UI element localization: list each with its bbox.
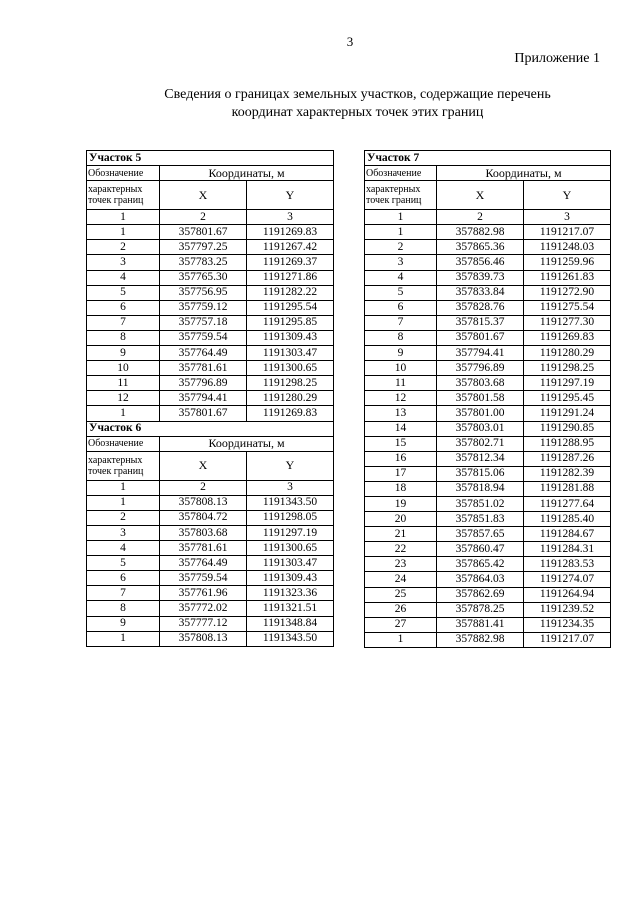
coordinate-y: 1191297.19 <box>524 376 611 391</box>
coordinate-y: 1191295.54 <box>247 300 334 315</box>
header-coordinates: Координаты, м <box>437 166 611 181</box>
header-row <box>87 436 334 451</box>
point-number: 1 <box>87 406 160 421</box>
coordinate-x: 357862.69 <box>437 587 524 602</box>
coordinate-y: 1191298.05 <box>247 510 334 525</box>
coordinate-x: 357804.72 <box>160 510 247 525</box>
table-row <box>87 556 334 571</box>
point-number: 6 <box>365 300 437 315</box>
coordinate-y: 1191277.64 <box>524 496 611 511</box>
coordinate-y: 1191271.86 <box>247 270 334 285</box>
header-y: Y <box>247 181 334 210</box>
coordinate-y: 1191274.07 <box>524 572 611 587</box>
coordinate-y: 1191309.43 <box>247 571 334 586</box>
point-number: 1 <box>365 225 437 240</box>
coordinate-x: 357794.41 <box>437 346 524 361</box>
point-number: 7 <box>87 315 160 330</box>
coordinate-x: 357797.25 <box>160 240 247 255</box>
table-row <box>87 510 334 525</box>
table-row <box>87 330 334 345</box>
header-designation: Обозначение <box>365 166 437 181</box>
coordinate-x: 357857.65 <box>437 527 524 542</box>
point-number: 14 <box>365 421 437 436</box>
coordinate-y: 1191217.07 <box>524 632 611 647</box>
point-number: 2 <box>87 240 160 255</box>
point-number: 6 <box>87 300 160 315</box>
coordinate-y: 1191291.24 <box>524 406 611 421</box>
coordinate-y: 1191217.07 <box>524 225 611 240</box>
column-numbers-row <box>87 480 334 495</box>
coordinate-y: 1191269.83 <box>247 225 334 240</box>
coordinate-y: 1191303.47 <box>247 556 334 571</box>
coordinate-x: 357796.89 <box>160 376 247 391</box>
coordinate-x: 357796.89 <box>437 361 524 376</box>
coordinate-x: 357801.67 <box>160 225 247 240</box>
table-row <box>87 361 334 376</box>
header-designation: Обозначение <box>87 166 160 181</box>
header-designation-line: характерных <box>366 184 421 196</box>
point-number: 27 <box>365 617 437 632</box>
header-designation-cont <box>87 181 160 210</box>
point-number: 2 <box>87 510 160 525</box>
column-numbers-row <box>365 210 611 225</box>
coordinate-x: 357815.37 <box>437 315 524 330</box>
point-number: 12 <box>365 391 437 406</box>
header-row <box>365 166 611 181</box>
coordinate-x: 357815.06 <box>437 466 524 481</box>
coordinate-x: 357759.12 <box>160 300 247 315</box>
point-number: 5 <box>87 556 160 571</box>
table-row <box>87 495 334 510</box>
column-number: 3 <box>247 480 334 495</box>
table-row <box>365 557 611 572</box>
table-row <box>365 255 611 270</box>
coordinate-x: 357759.54 <box>160 571 247 586</box>
coordinate-x: 357764.49 <box>160 346 247 361</box>
coordinate-y: 1191269.83 <box>524 330 611 345</box>
coordinate-y: 1191285.40 <box>524 512 611 527</box>
column-number: 2 <box>437 210 524 225</box>
point-number: 24 <box>365 572 437 587</box>
table-row <box>365 315 611 330</box>
point-number: 10 <box>365 361 437 376</box>
table-row <box>365 361 611 376</box>
coordinate-y: 1191343.50 <box>247 495 334 510</box>
column-numbers-row <box>87 210 334 225</box>
coordinate-y: 1191267.42 <box>247 240 334 255</box>
coordinate-y: 1191272.90 <box>524 285 611 300</box>
coordinate-x: 357833.84 <box>437 285 524 300</box>
coordinate-x: 357803.01 <box>437 421 524 436</box>
header-designation: Обозначение <box>87 436 160 451</box>
point-number: 1 <box>87 495 160 510</box>
point-number: 10 <box>87 361 160 376</box>
coordinate-y: 1191284.31 <box>524 542 611 557</box>
coordinate-y: 1191298.25 <box>247 376 334 391</box>
coordinate-x: 357801.67 <box>437 330 524 345</box>
plot-title: Участок 6 <box>87 421 334 436</box>
header-coordinates: Координаты, м <box>160 436 334 451</box>
coordinate-y: 1191248.03 <box>524 240 611 255</box>
point-number: 9 <box>87 616 160 631</box>
point-number: 16 <box>365 451 437 466</box>
coordinate-x: 357759.54 <box>160 330 247 345</box>
point-number: 21 <box>365 527 437 542</box>
coordinate-x: 357803.68 <box>437 376 524 391</box>
coordinate-y: 1191295.45 <box>524 391 611 406</box>
coordinate-x: 357828.76 <box>437 300 524 315</box>
point-number: 12 <box>87 391 160 406</box>
header-x: X <box>437 181 524 210</box>
point-number: 9 <box>87 346 160 361</box>
column-number: 1 <box>365 210 437 225</box>
coordinate-y: 1191298.25 <box>524 361 611 376</box>
table-row <box>365 406 611 421</box>
table-row <box>365 466 611 481</box>
table-plot-7 <box>364 150 611 648</box>
table-row <box>365 225 611 240</box>
table-row <box>365 436 611 451</box>
table-row <box>365 421 611 436</box>
table-row <box>365 330 611 345</box>
plot-title: Участок 5 <box>87 151 334 166</box>
table-row <box>87 586 334 601</box>
column-number: 1 <box>87 210 160 225</box>
table-row <box>365 240 611 255</box>
coordinate-y: 1191269.37 <box>247 255 334 270</box>
coordinate-x: 357882.98 <box>437 225 524 240</box>
point-number: 11 <box>365 376 437 391</box>
table-row <box>87 270 334 285</box>
table-row <box>365 391 611 406</box>
coordinate-x: 357856.46 <box>437 255 524 270</box>
coordinate-x: 357781.61 <box>160 541 247 556</box>
coordinate-y: 1191281.88 <box>524 481 611 496</box>
coordinate-y: 1191343.50 <box>247 631 334 646</box>
table-row <box>365 451 611 466</box>
point-number: 13 <box>365 406 437 421</box>
point-number: 6 <box>87 571 160 586</box>
table-row <box>365 270 611 285</box>
coordinate-x: 357803.68 <box>160 525 247 540</box>
point-number: 1 <box>87 225 160 240</box>
coordinate-x: 357865.42 <box>437 557 524 572</box>
section-row <box>365 151 611 166</box>
point-number: 5 <box>365 285 437 300</box>
point-number: 11 <box>87 376 160 391</box>
point-number: 17 <box>365 466 437 481</box>
point-number: 8 <box>87 330 160 345</box>
coordinate-x: 357864.03 <box>437 572 524 587</box>
table-row <box>87 601 334 616</box>
header-x: X <box>160 181 247 210</box>
coordinate-y: 1191287.26 <box>524 451 611 466</box>
point-number: 4 <box>87 270 160 285</box>
point-number: 7 <box>87 586 160 601</box>
table-row <box>365 285 611 300</box>
table-row <box>87 240 334 255</box>
table-row <box>365 587 611 602</box>
coordinate-x: 357808.13 <box>160 631 247 646</box>
point-number: 9 <box>365 346 437 361</box>
coordinate-y: 1191280.29 <box>524 346 611 361</box>
header-y: Y <box>524 181 611 210</box>
table-row <box>365 572 611 587</box>
coordinate-y: 1191259.96 <box>524 255 611 270</box>
column-number: 3 <box>524 210 611 225</box>
section-row <box>87 421 334 436</box>
table-row <box>365 527 611 542</box>
coordinate-x: 357802.71 <box>437 436 524 451</box>
coordinate-y: 1191348.84 <box>247 616 334 631</box>
column-number: 2 <box>160 210 247 225</box>
point-number: 1 <box>87 631 160 646</box>
coordinate-y: 1191290.85 <box>524 421 611 436</box>
coordinate-x: 357808.13 <box>160 495 247 510</box>
table-row <box>87 300 334 315</box>
point-number: 15 <box>365 436 437 451</box>
header-row <box>87 451 334 480</box>
coordinate-y: 1191309.43 <box>247 330 334 345</box>
table-row <box>365 346 611 361</box>
table-row <box>365 496 611 511</box>
header-designation-line: характерных <box>88 184 143 196</box>
column-number: 3 <box>247 210 334 225</box>
table-row <box>365 542 611 557</box>
header-x: X <box>160 451 247 480</box>
table-row <box>87 225 334 240</box>
table-row <box>87 525 334 540</box>
coordinate-x: 357865.36 <box>437 240 524 255</box>
coordinate-x: 357839.73 <box>437 270 524 285</box>
point-number: 4 <box>365 270 437 285</box>
point-number: 2 <box>365 240 437 255</box>
table-row <box>87 315 334 330</box>
coordinate-x: 357818.94 <box>437 481 524 496</box>
point-number: 7 <box>365 315 437 330</box>
point-number: 3 <box>365 255 437 270</box>
coordinate-y: 1191283.53 <box>524 557 611 572</box>
coordinate-x: 357882.98 <box>437 632 524 647</box>
point-number: 18 <box>365 481 437 496</box>
coordinate-x: 357878.25 <box>437 602 524 617</box>
coordinate-x: 357772.02 <box>160 601 247 616</box>
coordinate-x: 357756.95 <box>160 285 247 300</box>
coordinate-x: 357801.67 <box>160 406 247 421</box>
point-number: 8 <box>87 601 160 616</box>
coordinate-x: 357801.00 <box>437 406 524 421</box>
table-row <box>365 632 611 647</box>
coordinate-y: 1191321.51 <box>247 601 334 616</box>
document-title <box>0 86 640 122</box>
page-number: 3 <box>346 34 354 49</box>
header-row <box>87 166 334 181</box>
table-row <box>365 617 611 632</box>
title-line-1: Сведения о границах земельных участков, содержащие перечень <box>164 87 551 102</box>
point-number: 26 <box>365 602 437 617</box>
point-number: 25 <box>365 587 437 602</box>
header-row <box>365 181 611 210</box>
coordinate-x: 357851.02 <box>437 496 524 511</box>
coordinate-x: 357783.25 <box>160 255 247 270</box>
coordinate-y: 1191282.22 <box>247 285 334 300</box>
column-number: 1 <box>87 480 160 495</box>
point-number: 8 <box>365 330 437 345</box>
coordinate-y: 1191288.95 <box>524 436 611 451</box>
table-row <box>87 391 334 406</box>
header-designation-line: точек границ <box>88 465 144 477</box>
table-row <box>87 406 334 421</box>
point-number: 1 <box>365 632 437 647</box>
table-row <box>87 285 334 300</box>
coordinate-y: 1191239.52 <box>524 602 611 617</box>
point-number: 4 <box>87 541 160 556</box>
table-row <box>365 300 611 315</box>
coordinate-x: 357801.58 <box>437 391 524 406</box>
point-number: 3 <box>87 255 160 270</box>
coordinate-x: 357881.41 <box>437 617 524 632</box>
table-row <box>87 571 334 586</box>
point-number: 20 <box>365 512 437 527</box>
coordinate-y: 1191261.83 <box>524 270 611 285</box>
table-row <box>365 481 611 496</box>
header-designation-cont <box>365 181 437 210</box>
column-number: 2 <box>160 480 247 495</box>
table-row <box>87 346 334 361</box>
table-row <box>87 376 334 391</box>
table-row <box>87 631 334 646</box>
header-designation-line: точек границ <box>366 195 422 207</box>
coordinate-y: 1191282.39 <box>524 466 611 481</box>
point-number: 22 <box>365 542 437 557</box>
point-number: 3 <box>87 525 160 540</box>
header-designation-line: точек границ <box>88 195 144 207</box>
table-row <box>365 602 611 617</box>
coordinate-y: 1191300.65 <box>247 361 334 376</box>
coordinate-y: 1191264.94 <box>524 587 611 602</box>
coordinate-x: 357777.12 <box>160 616 247 631</box>
header-designation-cont <box>87 451 160 480</box>
plot-title: Участок 7 <box>365 151 611 166</box>
coordinate-x: 357851.83 <box>437 512 524 527</box>
table-row <box>365 376 611 391</box>
table-row <box>87 616 334 631</box>
coordinate-y: 1191275.54 <box>524 300 611 315</box>
coordinate-y: 1191277.30 <box>524 315 611 330</box>
appendix-label: Приложение 1 <box>514 51 600 66</box>
coordinate-x: 357765.30 <box>160 270 247 285</box>
coordinate-x: 357757.18 <box>160 315 247 330</box>
coordinate-y: 1191323.36 <box>247 586 334 601</box>
table-row <box>87 541 334 556</box>
coordinate-x: 357781.61 <box>160 361 247 376</box>
coordinate-x: 357860.47 <box>437 542 524 557</box>
table-row <box>87 255 334 270</box>
header-row <box>87 181 334 210</box>
header-designation-line: характерных <box>88 454 143 466</box>
coordinate-y: 1191295.85 <box>247 315 334 330</box>
header-coordinates: Координаты, м <box>160 166 334 181</box>
coordinate-y: 1191303.47 <box>247 346 334 361</box>
coordinate-y: 1191280.29 <box>247 391 334 406</box>
coordinate-x: 357761.96 <box>160 586 247 601</box>
coordinate-y: 1191234.35 <box>524 617 611 632</box>
coordinate-y: 1191300.65 <box>247 541 334 556</box>
point-number: 5 <box>87 285 160 300</box>
coordinate-y: 1191284.67 <box>524 527 611 542</box>
point-number: 19 <box>365 496 437 511</box>
table-plots-5-6 <box>86 150 334 647</box>
coordinate-y: 1191297.19 <box>247 525 334 540</box>
header-y: Y <box>247 451 334 480</box>
title-line-2: координат характерных точек этих границ <box>231 105 484 120</box>
coordinate-x: 357812.34 <box>437 451 524 466</box>
coordinate-x: 357794.41 <box>160 391 247 406</box>
section-row <box>87 151 334 166</box>
table-row <box>365 512 611 527</box>
point-number: 23 <box>365 557 437 572</box>
coordinate-y: 1191269.83 <box>247 406 334 421</box>
coordinate-x: 357764.49 <box>160 556 247 571</box>
